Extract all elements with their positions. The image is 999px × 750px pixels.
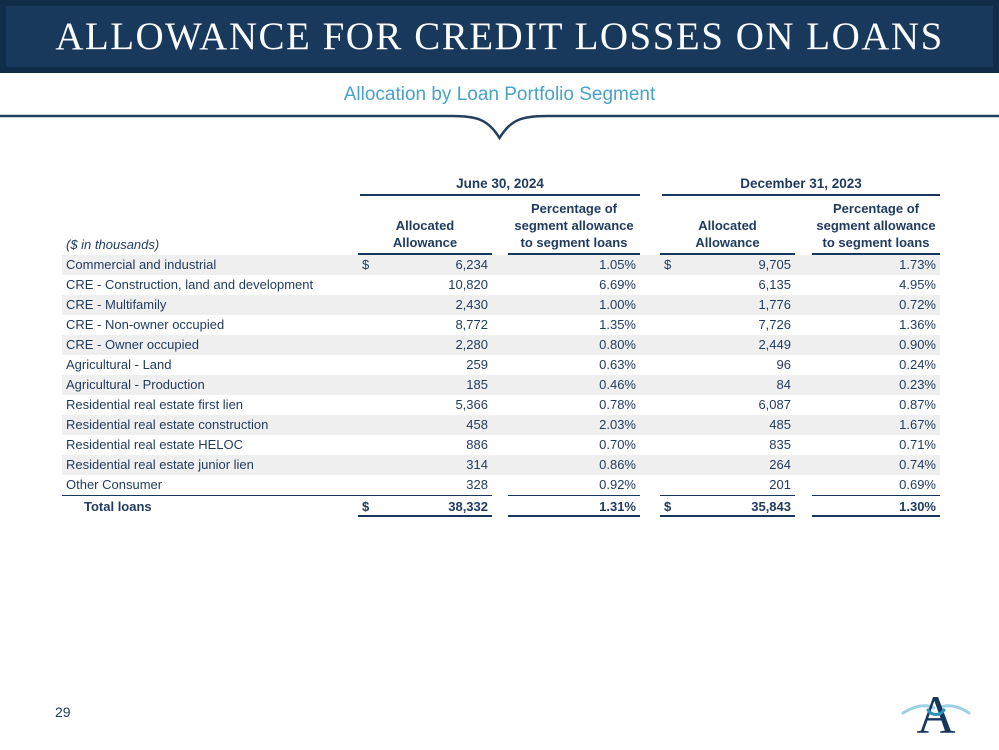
column-gap	[492, 355, 508, 375]
column-gap	[640, 395, 660, 415]
column-gap	[795, 475, 812, 495]
table-row: Agricultural - Production 185 0.46% 84 0.23%	[62, 375, 940, 395]
table-row: Other Consumer 328 0.92% 201 0.69%	[62, 475, 940, 495]
column-gap	[795, 295, 812, 315]
column-gap	[492, 335, 508, 355]
table-row: CRE - Owner occupied 2,280 0.80% 2,449 0.90%	[62, 335, 940, 355]
company-logo-icon	[901, 680, 971, 740]
column-gap	[795, 355, 812, 375]
column-gap	[795, 495, 812, 517]
column-gap	[795, 455, 812, 475]
table-row: Residential real estate first lien 5,366 0.78% 6,087 0.87%	[62, 395, 940, 415]
table-row: CRE - Construction, land and development 10,820 6.69% 6,135 4.95%	[62, 275, 940, 295]
column-gap	[640, 355, 660, 375]
column-gap	[492, 255, 508, 275]
column-gap	[795, 415, 812, 435]
column-gap	[640, 475, 660, 495]
column-header-percentage-june: Percentage of segment allowance to segment loans	[508, 196, 640, 255]
column-gap	[640, 315, 660, 335]
column-gap	[492, 375, 508, 395]
table-total-row: Total loans $ 38,332 1.31% $ 35,843 1.30%	[62, 495, 940, 517]
table-row: Residential real estate HELOC 886 0.70% 835 0.71%	[62, 435, 940, 455]
column-gap	[795, 395, 812, 415]
group-header-december: December 31, 2023	[662, 176, 940, 196]
table-row: Residential real estate construction 458 2.03% 485 1.67%	[62, 415, 940, 435]
title-banner	[0, 0, 999, 73]
dollar-sign: $	[362, 499, 370, 514]
column-gap	[640, 455, 660, 475]
column-gap	[492, 455, 508, 475]
dollar-sign: $	[664, 257, 672, 272]
column-gap	[640, 495, 660, 517]
column-gap	[795, 435, 812, 455]
column-gap	[795, 315, 812, 335]
column-gap	[640, 435, 660, 455]
dollar-sign: $	[664, 499, 672, 514]
column-gap	[492, 495, 508, 517]
dollar-sign: $	[362, 257, 370, 272]
slide-subtitle: Allocation by Loan Portfolio Segment	[343, 84, 656, 105]
allocation-table	[62, 255, 940, 517]
page-number: 29	[55, 704, 71, 720]
column-gap	[492, 415, 508, 435]
column-header-allocated-december: Allocated Allowance	[660, 196, 795, 255]
table-row: Commercial and industrial $ 6,234 1.05% $ 9,705 1.73%	[62, 255, 940, 275]
column-gap	[795, 335, 812, 355]
column-gap	[640, 415, 660, 435]
curly-divider	[0, 110, 999, 150]
column-gap	[795, 255, 812, 275]
column-gap	[795, 375, 812, 395]
column-gap	[492, 275, 508, 295]
column-gap	[640, 295, 660, 315]
units-note: ($ in thousands)	[66, 237, 160, 252]
column-gap	[640, 275, 660, 295]
column-gap	[492, 295, 508, 315]
column-gap	[795, 275, 812, 295]
column-header-percentage-december: Percentage of segment allowance to segment loans	[812, 196, 940, 255]
table-row: Residential real estate junior lien 314 0.86% 264 0.74%	[62, 455, 940, 475]
group-header-june: June 30, 2024	[360, 176, 640, 196]
column-gap	[640, 255, 660, 275]
column-gap	[640, 335, 660, 355]
table-row: CRE - Multifamily 2,430 1.00% 1,776 0.72%	[62, 295, 940, 315]
logo-letter: A	[916, 685, 956, 740]
column-gap	[492, 395, 508, 415]
column-gap	[640, 375, 660, 395]
table-row: Agricultural - Land 259 0.63% 96 0.24%	[62, 355, 940, 375]
column-header-allocated-june: Allocated Allowance	[358, 196, 492, 255]
column-gap	[492, 435, 508, 455]
page-title: ALLOWANCE FOR CREDIT LOSSES ON LOANS	[55, 15, 944, 58]
column-gap	[492, 315, 508, 335]
column-gap	[492, 475, 508, 495]
table-row: CRE - Non-owner occupied 8,772 1.35% 7,726 1.36%	[62, 315, 940, 335]
